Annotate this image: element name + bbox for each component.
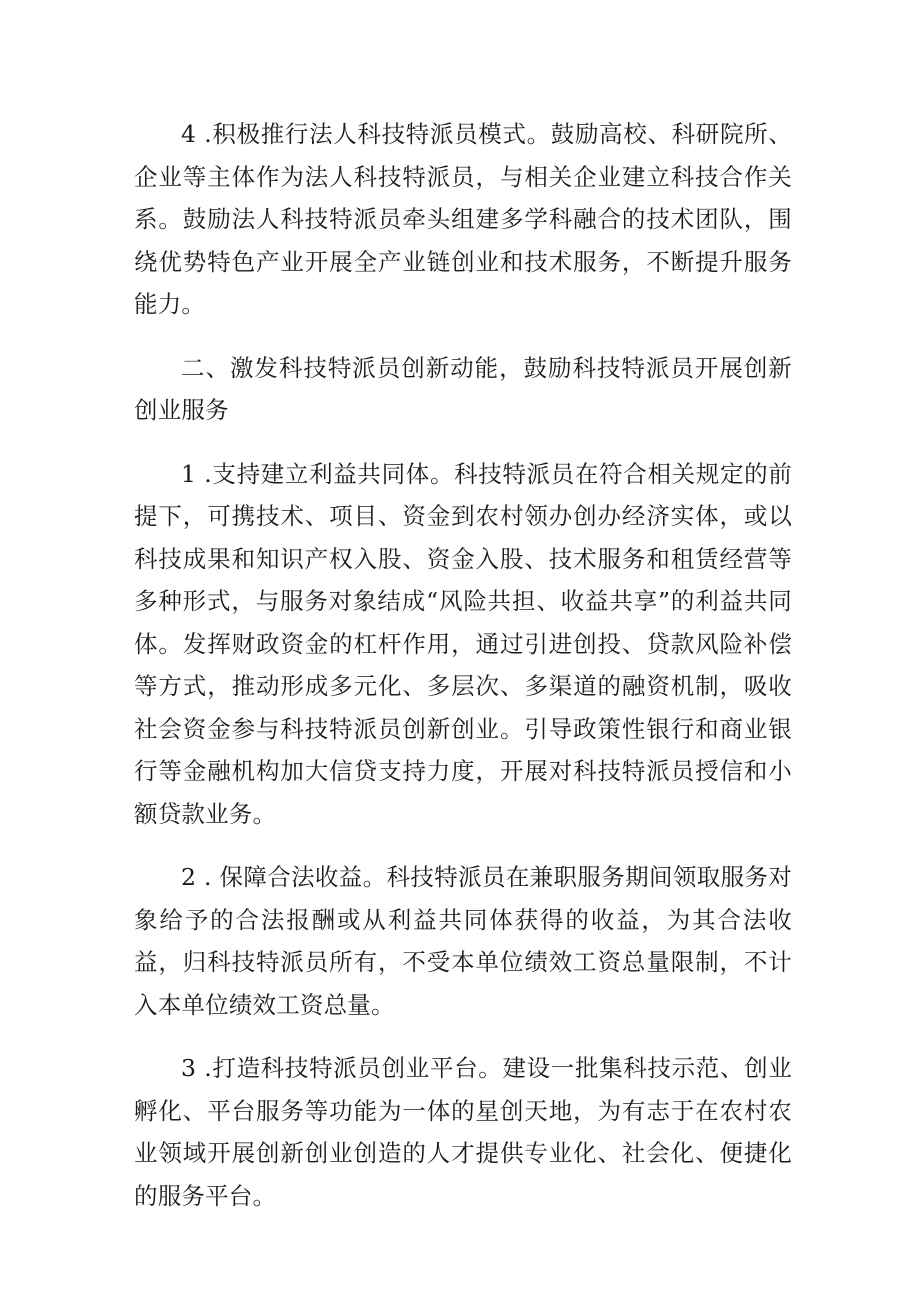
paragraph-item-1: 1 .支持建立利益共同体。科技特派员在符合相关规定的前提下，可携技术、项目、资金到农村领办创办经济实体，或以科技成果和知识产权入股、资金入股、技术服务和租赁经营等多种形式，与服务对象结成“风险共担、收益共享”的利益共同体。发挥财政资金的杠杆作用，通过引进创投、贷款风险补偿等方式，推动形成多元化、多层次、多渠道的融资机制，吸收社会资金参与科技特派员创新创业。引导政策性银行和商业银行等金融机构加大信贷支持力度，开展对科技特派员授信和小额贷款业务。 — [134, 459, 792, 828]
document-body — [134, 113, 792, 1217]
paragraph-item-4: 4 .积极推行法人科技特派员模式。鼓励高校、科研院所、企业等主体作为法人科技特派员，与相关企业建立科技合作关系。鼓励法人科技特派员牵头组建多学科融合的技术团队，围绕优势特色产业开展全产业链创业和技术服务，不断提升服务能力。 — [134, 120, 792, 318]
paragraph-item-3: 3 .打造科技特派员创业平台。建设一批集科技示范、创业孵化、平台服务等功能为一体的星创天地，为有志于在农村农业领域开展创新创业创造的人才提供专业化、社会化、便捷化的服务平台。 — [134, 1054, 792, 1210]
paragraph-item-2: 2 . 保障合法收益。科技特派员在兼职服务期间领取服务对象给予的合法报酬或从利益共同体获得的收益，为其合法收益，归科技特派员所有，不受本单位绩效工资总量限制，不计入本单位绩效工资总量。 — [134, 863, 792, 1019]
section-heading-two: 二、激发科技特派员创新动能，鼓励科技特派员开展创新创业服务 — [134, 353, 792, 424]
